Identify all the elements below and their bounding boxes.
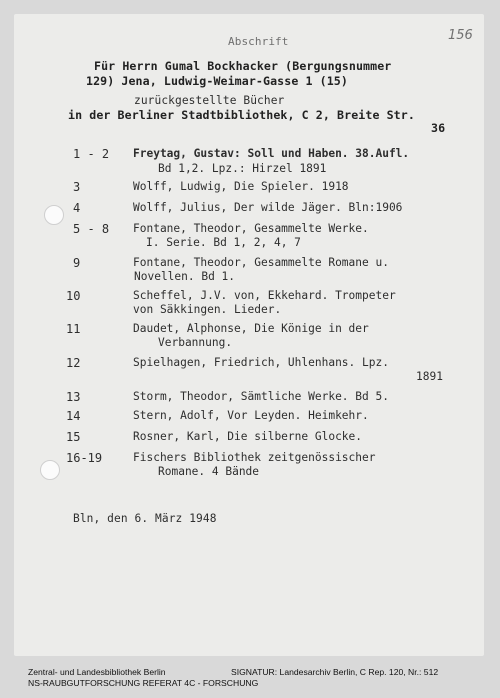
entry-number: 11 (66, 322, 81, 336)
entry-line: Daudet, Alphonse, Die Könige in der (133, 322, 369, 335)
entry-line: Freytag, Gustav: Soll und Haben. 38.Aufl. (133, 147, 410, 160)
entry-line: Storm, Theodor, Sämtliche Werke. Bd 5. (133, 390, 389, 403)
entry-number: 16-19 (66, 451, 103, 465)
entry-line: Novellen. Bd 1. (134, 270, 236, 283)
entry-line: I. Serie. Bd 1, 2, 4, 7 (146, 236, 301, 249)
entry-number: 9 (73, 256, 81, 270)
document-label: Abschrift (228, 35, 289, 48)
entry-line: Scheffel, J.V. von, Ekkehard. Trompeter (133, 289, 396, 302)
entry-line: Wolff, Julius, Der wilde Jäger. Bln:1906 (133, 201, 403, 214)
entry-number: 15 (66, 430, 81, 444)
punch-hole (40, 460, 60, 480)
library-line: in der Berliner Stadtbibliothek, C 2, Breite Str. (68, 108, 415, 122)
entry-line: Bd 1,2. Lpz.: Hirzel 1891 (158, 162, 327, 175)
entry-line: von Säkkingen. Lieder. (133, 303, 282, 316)
footer-department: NS-RAUBGUTFORSCHUNG REFERAT 4C - FORSCHUNG (28, 678, 259, 688)
library-line-cont: 36 (431, 121, 446, 135)
punch-hole (44, 205, 64, 225)
place-date: Bln, den 6. März 1948 (73, 512, 217, 525)
entry-line: Romane. 4 Bände (158, 465, 260, 478)
entry-line: Fontane, Theodor, Gesammelte Werke. (133, 222, 369, 235)
footer-institution: Zentral- und Landesbibliothek Berlin (28, 667, 166, 677)
entry-line: Verbannung. (158, 336, 233, 349)
entry-number: 10 (66, 289, 81, 303)
subtitle-line: zurückgestellte Bücher (134, 94, 285, 107)
entry-number: 4 (73, 201, 81, 215)
entry-line: Fontane, Theodor, Gesammelte Romane u. (133, 256, 389, 269)
entry-number: 5 - 8 (73, 222, 110, 236)
page-number: 156 (448, 28, 473, 43)
entry-number: 12 (66, 356, 81, 370)
entry-line: Wolff, Ludwig, Die Spieler. 1918 (133, 180, 349, 193)
entry-number: 14 (66, 409, 81, 423)
recipient-line: Für Herrn Gumal Bockhacker (Bergungsnummer (94, 59, 392, 73)
entry-line: Spielhagen, Friedrich, Uhlenhans. Lpz. (133, 356, 389, 369)
entry-line: Stern, Adolf, Vor Leyden. Heimkehr. (133, 409, 369, 422)
recipient-address: 129) Jena, Ludwig-Weimar-Gasse 1 (15) (86, 74, 348, 88)
entry-number: 3 (73, 180, 81, 194)
entry-line: Rosner, Karl, Die silberne Glocke. (133, 430, 363, 443)
footer-signature: SIGNATUR: Landesarchiv Berlin, C Rep. 120, Nr.: 512 (231, 667, 439, 677)
entry-line: Fischers Bibliothek zeitgenössischer (133, 451, 376, 464)
entry-line: 1891 (416, 370, 443, 383)
entry-number: 13 (66, 390, 81, 404)
entry-number: 1 - 2 (73, 147, 110, 161)
